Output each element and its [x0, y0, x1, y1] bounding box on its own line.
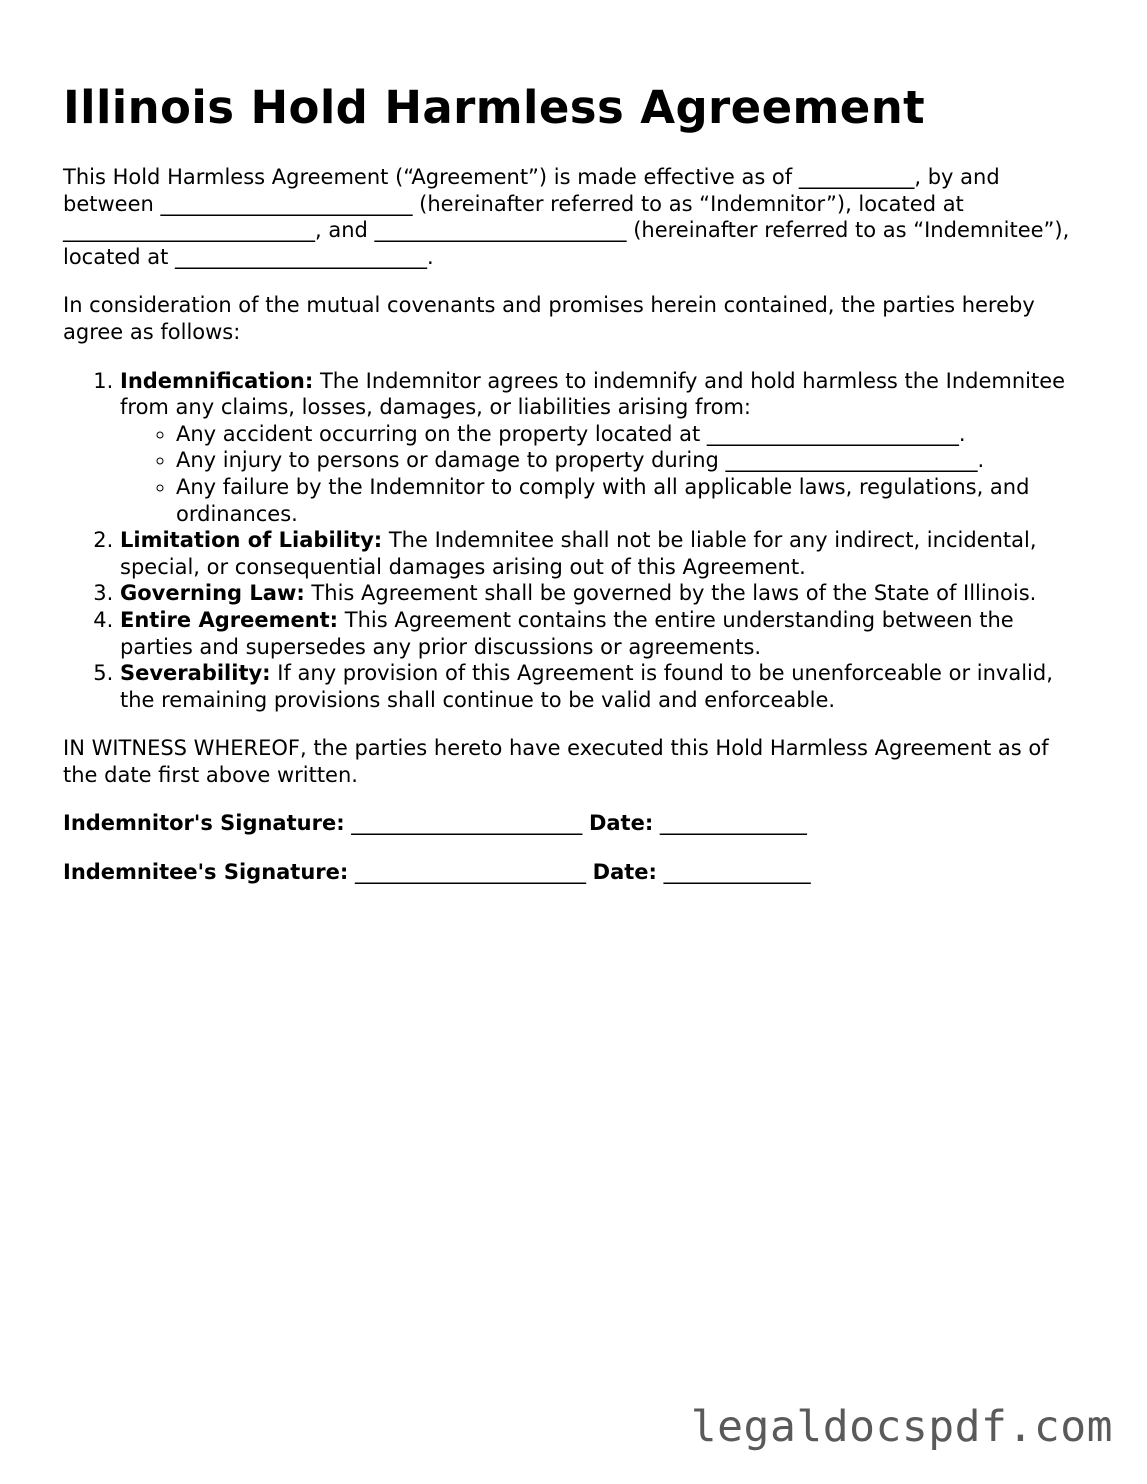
document-title: Illinois Hold Harmless Agreement	[63, 81, 926, 134]
term-heading: Limitation of Liability:	[120, 528, 383, 553]
indemnitee-date-label: Date:	[592, 860, 657, 885]
term-heading: Governing Law:	[120, 581, 305, 606]
term-indemnification	[120, 368, 1088, 528]
term-text: If any provision of this Agreement is found to be unenforceable or invalid, the remaining provisions shall continue to be valid and enforceable.	[120, 661, 1053, 712]
witness-paragraph: IN WITNESS WHEREOF, the parties hereto have executed this Hold Harmless Agreement as of the date first above written.	[63, 736, 1049, 787]
term-governing-law	[120, 580, 1088, 607]
watermark: legaldocspdf.com	[690, 1402, 1113, 1452]
term-text: This Agreement contains the entire understanding between the parties and supersedes any prior discussions or agreements.	[120, 607, 1014, 659]
indemnitee-signature-line	[63, 859, 1088, 886]
indemnitee-signature-label: Indemnitee's Signature:	[63, 860, 349, 885]
terms-list	[63, 368, 1088, 714]
indemnitor-date-label: Date:	[588, 811, 654, 836]
term-text: The Indemnitee shall not be liable for any indirect, incidental, special, or consequential damages arising out of this Agreement.	[120, 528, 1037, 579]
subitem: ◦ Any injury to persons or damage to property during ________________________.	[176, 447, 1088, 474]
indemnitor-date-blank: ______________	[653, 811, 807, 836]
indemnitor-signature-line	[63, 810, 1088, 837]
intro-paragraph: This Hold Harmless Agreement (“Agreement”) is made effective as of ___________, by and between ________________________ (hereinafter referred to as “Indemnitor”), located at ________________________, and ________________________ (hereinafter referred to as “Indemnitee”), located at ________________________.	[63, 165, 1070, 269]
indemnitee-date-blank: ______________	[656, 860, 811, 885]
indemnitee-signature-blank: ______________________	[348, 860, 593, 885]
term-heading: Severability:	[120, 661, 271, 686]
term-severability	[120, 660, 1088, 713]
consideration-paragraph: In consideration of the mutual covenants and promises herein contained, the parties hereby agree as follows:	[63, 293, 1035, 344]
term-text: This Agreement shall be governed by the laws of the State of Illinois.	[304, 581, 1037, 606]
term-heading: Indemnification:	[120, 368, 314, 393]
term-heading: Entire Agreement:	[120, 607, 339, 632]
term-text: The Indemnitor agrees to indemnify and hold harmless the Indemnitee from any claims, losses, damages, or liabilities arising from:	[120, 368, 1066, 420]
indemnification-subitems	[120, 421, 1088, 527]
indemnitor-signature-blank: ______________________	[344, 811, 589, 836]
subitem: ◦ Any failure by the Indemnitor to comply with all applicable laws, regulations, and ordinances.	[176, 474, 1088, 527]
term-entire-agreement	[120, 607, 1088, 660]
indemnitor-signature-label: Indemnitor's Signature:	[63, 811, 345, 836]
document-page	[63, 80, 1088, 908]
term-limitation-of-liability	[120, 527, 1088, 580]
subitem: ◦ Any accident occurring on the property located at ________________________.	[176, 421, 1088, 448]
